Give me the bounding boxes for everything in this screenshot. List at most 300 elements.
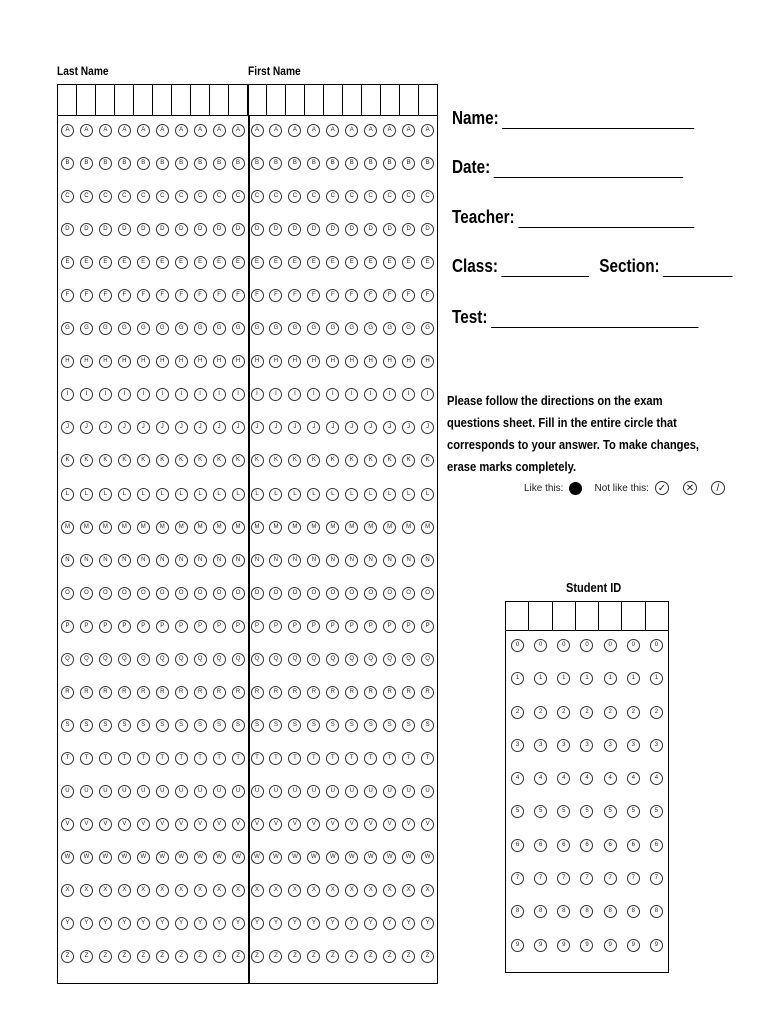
letter-bubble[interactable]: V: [288, 818, 301, 831]
letter-bubble[interactable]: L: [421, 488, 434, 501]
letter-bubble[interactable]: Y: [175, 917, 188, 930]
letter-bubble[interactable]: Z: [383, 950, 396, 963]
letter-bubble[interactable]: O: [326, 587, 339, 600]
letter-bubble[interactable]: F: [364, 289, 377, 302]
name-letter-box[interactable]: [191, 85, 210, 115]
letter-bubble[interactable]: D: [364, 223, 377, 236]
letter-bubble[interactable]: Z: [345, 950, 358, 963]
letter-bubble[interactable]: P: [232, 620, 245, 633]
letter-bubble[interactable]: C: [288, 190, 301, 203]
letter-bubble[interactable]: A: [364, 124, 377, 137]
letter-bubble[interactable]: N: [194, 554, 207, 567]
digit-bubble[interactable]: 4: [604, 772, 617, 785]
letter-bubble[interactable]: F: [269, 289, 282, 302]
letter-bubble[interactable]: D: [307, 223, 320, 236]
letter-bubble[interactable]: P: [80, 620, 93, 633]
digit-bubble[interactable]: 7: [604, 872, 617, 885]
letter-bubble[interactable]: C: [232, 190, 245, 203]
digit-bubble[interactable]: 3: [650, 739, 663, 752]
letter-bubble[interactable]: B: [251, 157, 264, 170]
letter-bubble[interactable]: S: [213, 719, 226, 732]
letter-bubble[interactable]: J: [307, 421, 320, 434]
letter-bubble[interactable]: Y: [194, 917, 207, 930]
letter-bubble[interactable]: Q: [194, 653, 207, 666]
letter-bubble[interactable]: L: [307, 488, 320, 501]
letter-bubble[interactable]: U: [251, 785, 264, 798]
digit-bubble[interactable]: 1: [627, 672, 640, 685]
digit-bubble[interactable]: 1: [580, 672, 593, 685]
letter-bubble[interactable]: W: [118, 851, 131, 864]
letter-bubble[interactable]: S: [326, 719, 339, 732]
digit-bubble[interactable]: 7: [557, 872, 570, 885]
digit-bubble[interactable]: 2: [557, 706, 570, 719]
letter-bubble[interactable]: Y: [137, 917, 150, 930]
letter-bubble[interactable]: O: [251, 587, 264, 600]
letter-bubble[interactable]: W: [307, 851, 320, 864]
letter-bubble[interactable]: H: [156, 355, 169, 368]
letter-bubble[interactable]: Z: [288, 950, 301, 963]
letter-bubble[interactable]: N: [137, 554, 150, 567]
letter-bubble[interactable]: L: [326, 488, 339, 501]
letter-bubble[interactable]: V: [99, 818, 112, 831]
letter-bubble[interactable]: G: [383, 322, 396, 335]
letter-bubble[interactable]: E: [383, 256, 396, 269]
date-line[interactable]: [494, 159, 684, 178]
letter-bubble[interactable]: L: [137, 488, 150, 501]
letter-bubble[interactable]: Q: [99, 653, 112, 666]
letter-bubble[interactable]: V: [213, 818, 226, 831]
letter-bubble[interactable]: J: [288, 421, 301, 434]
letter-bubble[interactable]: W: [326, 851, 339, 864]
letter-bubble[interactable]: Q: [213, 653, 226, 666]
letter-bubble[interactable]: C: [421, 190, 434, 203]
letter-bubble[interactable]: C: [402, 190, 415, 203]
digit-bubble[interactable]: 8: [604, 905, 617, 918]
letter-bubble[interactable]: L: [61, 488, 74, 501]
letter-bubble[interactable]: E: [269, 256, 282, 269]
letter-bubble[interactable]: L: [99, 488, 112, 501]
letter-bubble[interactable]: P: [251, 620, 264, 633]
letter-bubble[interactable]: Z: [269, 950, 282, 963]
letter-bubble[interactable]: G: [402, 322, 415, 335]
digit-bubble[interactable]: 4: [627, 772, 640, 785]
letter-bubble[interactable]: F: [307, 289, 320, 302]
letter-bubble[interactable]: I: [402, 388, 415, 401]
letter-bubble[interactable]: S: [421, 719, 434, 732]
letter-bubble[interactable]: P: [156, 620, 169, 633]
letter-bubble[interactable]: T: [213, 752, 226, 765]
digit-bubble[interactable]: 5: [557, 805, 570, 818]
letter-bubble[interactable]: J: [232, 421, 245, 434]
letter-bubble[interactable]: S: [61, 719, 74, 732]
letter-bubble[interactable]: I: [383, 388, 396, 401]
letter-bubble[interactable]: R: [345, 686, 358, 699]
digit-bubble[interactable]: 0: [627, 639, 640, 652]
letter-bubble[interactable]: P: [364, 620, 377, 633]
student-id-digit-box[interactable]: [576, 602, 599, 630]
letter-bubble[interactable]: S: [383, 719, 396, 732]
letter-bubble[interactable]: D: [61, 223, 74, 236]
letter-bubble[interactable]: B: [307, 157, 320, 170]
letter-bubble[interactable]: K: [288, 454, 301, 467]
letter-bubble[interactable]: E: [251, 256, 264, 269]
letter-bubble[interactable]: M: [345, 521, 358, 534]
letter-bubble[interactable]: R: [383, 686, 396, 699]
letter-bubble[interactable]: W: [232, 851, 245, 864]
letter-bubble[interactable]: S: [307, 719, 320, 732]
digit-bubble[interactable]: 4: [557, 772, 570, 785]
letter-bubble[interactable]: B: [213, 157, 226, 170]
letter-bubble[interactable]: S: [99, 719, 112, 732]
letter-bubble[interactable]: V: [232, 818, 245, 831]
letter-bubble[interactable]: B: [288, 157, 301, 170]
name-letter-box[interactable]: [381, 85, 400, 115]
letter-bubble[interactable]: H: [118, 355, 131, 368]
letter-bubble[interactable]: W: [288, 851, 301, 864]
letter-bubble[interactable]: V: [118, 818, 131, 831]
letter-bubble[interactable]: G: [421, 322, 434, 335]
letter-bubble[interactable]: F: [194, 289, 207, 302]
letter-bubble[interactable]: D: [288, 223, 301, 236]
letter-bubble[interactable]: Y: [364, 917, 377, 930]
letter-bubble[interactable]: W: [251, 851, 264, 864]
letter-bubble[interactable]: E: [364, 256, 377, 269]
letter-bubble[interactable]: I: [269, 388, 282, 401]
digit-bubble[interactable]: 1: [557, 672, 570, 685]
letter-bubble[interactable]: T: [80, 752, 93, 765]
letter-bubble[interactable]: C: [383, 190, 396, 203]
student-id-digit-box[interactable]: [529, 602, 552, 630]
digit-bubble[interactable]: 3: [557, 739, 570, 752]
letter-bubble[interactable]: P: [269, 620, 282, 633]
letter-bubble[interactable]: Q: [137, 653, 150, 666]
letter-bubble[interactable]: H: [137, 355, 150, 368]
digit-bubble[interactable]: 5: [534, 805, 547, 818]
letter-bubble[interactable]: G: [156, 322, 169, 335]
letter-bubble[interactable]: K: [251, 454, 264, 467]
letter-bubble[interactable]: V: [194, 818, 207, 831]
letter-bubble[interactable]: A: [326, 124, 339, 137]
digit-bubble[interactable]: 0: [650, 639, 663, 652]
digit-bubble[interactable]: 3: [604, 739, 617, 752]
letter-bubble[interactable]: A: [269, 124, 282, 137]
letter-bubble[interactable]: U: [402, 785, 415, 798]
letter-bubble[interactable]: Y: [156, 917, 169, 930]
letter-bubble[interactable]: G: [288, 322, 301, 335]
letter-bubble[interactable]: M: [251, 521, 264, 534]
letter-bubble[interactable]: F: [326, 289, 339, 302]
digit-bubble[interactable]: 8: [511, 905, 524, 918]
letter-bubble[interactable]: G: [80, 322, 93, 335]
letter-bubble[interactable]: D: [232, 223, 245, 236]
letter-bubble[interactable]: F: [99, 289, 112, 302]
letter-bubble[interactable]: Y: [421, 917, 434, 930]
letter-bubble[interactable]: O: [383, 587, 396, 600]
letter-bubble[interactable]: B: [402, 157, 415, 170]
letter-bubble[interactable]: K: [61, 454, 74, 467]
letter-bubble[interactable]: V: [307, 818, 320, 831]
letter-bubble[interactable]: M: [156, 521, 169, 534]
letter-bubble[interactable]: P: [288, 620, 301, 633]
letter-bubble[interactable]: Q: [80, 653, 93, 666]
letter-bubble[interactable]: S: [288, 719, 301, 732]
name-letter-box[interactable]: [115, 85, 134, 115]
digit-bubble[interactable]: 3: [534, 739, 547, 752]
letter-bubble[interactable]: A: [61, 124, 74, 137]
letter-bubble[interactable]: B: [137, 157, 150, 170]
digit-bubble[interactable]: 6: [627, 839, 640, 852]
letter-bubble[interactable]: Z: [194, 950, 207, 963]
letter-bubble[interactable]: Z: [80, 950, 93, 963]
letter-bubble[interactable]: Y: [383, 917, 396, 930]
letter-bubble[interactable]: T: [421, 752, 434, 765]
letter-bubble[interactable]: E: [137, 256, 150, 269]
letter-bubble[interactable]: N: [80, 554, 93, 567]
letter-bubble[interactable]: N: [269, 554, 282, 567]
letter-bubble[interactable]: I: [251, 388, 264, 401]
letter-bubble[interactable]: D: [80, 223, 93, 236]
name-line[interactable]: [502, 110, 694, 129]
letter-bubble[interactable]: Z: [99, 950, 112, 963]
letter-bubble[interactable]: F: [402, 289, 415, 302]
letter-bubble[interactable]: M: [364, 521, 377, 534]
letter-bubble[interactable]: N: [402, 554, 415, 567]
letter-bubble[interactable]: R: [118, 686, 131, 699]
letter-bubble[interactable]: M: [175, 521, 188, 534]
letter-bubble[interactable]: O: [213, 587, 226, 600]
letter-bubble[interactable]: S: [137, 719, 150, 732]
letter-bubble[interactable]: L: [402, 488, 415, 501]
letter-bubble[interactable]: Z: [175, 950, 188, 963]
letter-bubble[interactable]: Z: [61, 950, 74, 963]
letter-bubble[interactable]: V: [345, 818, 358, 831]
letter-bubble[interactable]: V: [364, 818, 377, 831]
letter-bubble[interactable]: T: [156, 752, 169, 765]
letter-bubble[interactable]: J: [80, 421, 93, 434]
name-letter-box[interactable]: [134, 85, 153, 115]
letter-bubble[interactable]: Q: [288, 653, 301, 666]
letter-bubble[interactable]: N: [307, 554, 320, 567]
letter-bubble[interactable]: L: [288, 488, 301, 501]
letter-bubble[interactable]: N: [345, 554, 358, 567]
letter-bubble[interactable]: N: [99, 554, 112, 567]
letter-bubble[interactable]: U: [269, 785, 282, 798]
letter-bubble[interactable]: R: [402, 686, 415, 699]
letter-bubble[interactable]: I: [307, 388, 320, 401]
letter-bubble[interactable]: V: [175, 818, 188, 831]
letter-bubble[interactable]: I: [232, 388, 245, 401]
letter-bubble[interactable]: X: [421, 884, 434, 897]
digit-bubble[interactable]: 2: [627, 706, 640, 719]
letter-bubble[interactable]: K: [307, 454, 320, 467]
letter-bubble[interactable]: G: [194, 322, 207, 335]
letter-bubble[interactable]: H: [326, 355, 339, 368]
letter-bubble[interactable]: X: [194, 884, 207, 897]
letter-bubble[interactable]: I: [99, 388, 112, 401]
name-letter-box[interactable]: [400, 85, 419, 115]
letter-bubble[interactable]: Y: [307, 917, 320, 930]
digit-bubble[interactable]: 3: [511, 739, 524, 752]
digit-bubble[interactable]: 5: [604, 805, 617, 818]
letter-bubble[interactable]: R: [269, 686, 282, 699]
letter-bubble[interactable]: D: [213, 223, 226, 236]
letter-bubble[interactable]: P: [213, 620, 226, 633]
letter-bubble[interactable]: B: [99, 157, 112, 170]
letter-bubble[interactable]: A: [232, 124, 245, 137]
letter-bubble[interactable]: B: [326, 157, 339, 170]
letter-bubble[interactable]: H: [288, 355, 301, 368]
letter-bubble[interactable]: F: [175, 289, 188, 302]
letter-bubble[interactable]: Q: [175, 653, 188, 666]
letter-bubble[interactable]: Y: [99, 917, 112, 930]
letter-bubble[interactable]: C: [61, 190, 74, 203]
letter-bubble[interactable]: V: [156, 818, 169, 831]
letter-bubble[interactable]: W: [364, 851, 377, 864]
letter-bubble[interactable]: H: [307, 355, 320, 368]
letter-bubble[interactable]: P: [326, 620, 339, 633]
digit-bubble[interactable]: 9: [627, 939, 640, 952]
letter-bubble[interactable]: F: [118, 289, 131, 302]
letter-bubble[interactable]: Y: [402, 917, 415, 930]
letter-bubble[interactable]: Y: [118, 917, 131, 930]
digit-bubble[interactable]: 5: [580, 805, 593, 818]
name-letter-box[interactable]: [58, 85, 77, 115]
letter-bubble[interactable]: P: [175, 620, 188, 633]
letter-bubble[interactable]: J: [213, 421, 226, 434]
letter-bubble[interactable]: X: [137, 884, 150, 897]
letter-bubble[interactable]: T: [288, 752, 301, 765]
letter-bubble[interactable]: W: [402, 851, 415, 864]
test-field[interactable]: [452, 307, 699, 328]
letter-bubble[interactable]: N: [288, 554, 301, 567]
letter-bubble[interactable]: R: [364, 686, 377, 699]
digit-bubble[interactable]: 2: [580, 706, 593, 719]
letter-bubble[interactable]: G: [307, 322, 320, 335]
letter-bubble[interactable]: Z: [402, 950, 415, 963]
letter-bubble[interactable]: L: [345, 488, 358, 501]
letter-bubble[interactable]: T: [175, 752, 188, 765]
letter-bubble[interactable]: R: [213, 686, 226, 699]
letter-bubble[interactable]: V: [269, 818, 282, 831]
letter-bubble[interactable]: K: [421, 454, 434, 467]
letter-bubble[interactable]: Q: [269, 653, 282, 666]
letter-bubble[interactable]: P: [194, 620, 207, 633]
digit-bubble[interactable]: 9: [604, 939, 617, 952]
letter-bubble[interactable]: D: [402, 223, 415, 236]
letter-bubble[interactable]: P: [421, 620, 434, 633]
letter-bubble[interactable]: I: [80, 388, 93, 401]
letter-bubble[interactable]: R: [137, 686, 150, 699]
letter-bubble[interactable]: K: [118, 454, 131, 467]
letter-bubble[interactable]: T: [345, 752, 358, 765]
letter-bubble[interactable]: R: [421, 686, 434, 699]
letter-bubble[interactable]: U: [80, 785, 93, 798]
letter-bubble[interactable]: N: [232, 554, 245, 567]
letter-bubble[interactable]: S: [175, 719, 188, 732]
letter-bubble[interactable]: I: [213, 388, 226, 401]
letter-bubble[interactable]: L: [80, 488, 93, 501]
letter-bubble[interactable]: K: [402, 454, 415, 467]
letter-bubble[interactable]: Y: [345, 917, 358, 930]
letter-bubble[interactable]: W: [345, 851, 358, 864]
student-id-digit-box[interactable]: [506, 602, 529, 630]
letter-bubble[interactable]: N: [175, 554, 188, 567]
letter-bubble[interactable]: D: [421, 223, 434, 236]
letter-bubble[interactable]: I: [364, 388, 377, 401]
letter-bubble[interactable]: F: [80, 289, 93, 302]
letter-bubble[interactable]: N: [61, 554, 74, 567]
letter-bubble[interactable]: X: [61, 884, 74, 897]
letter-bubble[interactable]: A: [288, 124, 301, 137]
letter-bubble[interactable]: M: [421, 521, 434, 534]
letter-bubble[interactable]: C: [251, 190, 264, 203]
letter-bubble[interactable]: W: [137, 851, 150, 864]
letter-bubble[interactable]: H: [364, 355, 377, 368]
letter-bubble[interactable]: P: [307, 620, 320, 633]
letter-bubble[interactable]: E: [288, 256, 301, 269]
letter-bubble[interactable]: F: [421, 289, 434, 302]
letter-bubble[interactable]: O: [61, 587, 74, 600]
digit-bubble[interactable]: 8: [627, 905, 640, 918]
letter-bubble[interactable]: B: [61, 157, 74, 170]
letter-bubble[interactable]: Z: [364, 950, 377, 963]
letter-bubble[interactable]: F: [137, 289, 150, 302]
letter-bubble[interactable]: L: [213, 488, 226, 501]
name-letter-box[interactable]: [419, 85, 437, 115]
digit-bubble[interactable]: 4: [580, 772, 593, 785]
digit-bubble[interactable]: 1: [511, 672, 524, 685]
letter-bubble[interactable]: I: [421, 388, 434, 401]
digit-bubble[interactable]: 5: [511, 805, 524, 818]
letter-bubble[interactable]: N: [156, 554, 169, 567]
letter-bubble[interactable]: Z: [156, 950, 169, 963]
letter-bubble[interactable]: C: [118, 190, 131, 203]
letter-bubble[interactable]: M: [232, 521, 245, 534]
letter-bubble[interactable]: C: [80, 190, 93, 203]
letter-bubble[interactable]: U: [213, 785, 226, 798]
letter-bubble[interactable]: X: [364, 884, 377, 897]
letter-bubble[interactable]: U: [232, 785, 245, 798]
letter-bubble[interactable]: D: [269, 223, 282, 236]
letter-bubble[interactable]: G: [137, 322, 150, 335]
name-letter-box[interactable]: [229, 85, 249, 115]
letter-bubble[interactable]: U: [61, 785, 74, 798]
digit-bubble[interactable]: 6: [650, 839, 663, 852]
letter-bubble[interactable]: K: [194, 454, 207, 467]
letter-bubble[interactable]: H: [251, 355, 264, 368]
letter-bubble[interactable]: M: [326, 521, 339, 534]
letter-bubble[interactable]: C: [307, 190, 320, 203]
test-line[interactable]: [491, 309, 699, 328]
letter-bubble[interactable]: Q: [61, 653, 74, 666]
digit-bubble[interactable]: 0: [580, 639, 593, 652]
name-field[interactable]: [452, 108, 694, 129]
letter-bubble[interactable]: T: [383, 752, 396, 765]
letter-bubble[interactable]: P: [137, 620, 150, 633]
letter-bubble[interactable]: A: [194, 124, 207, 137]
letter-bubble[interactable]: Q: [345, 653, 358, 666]
letter-bubble[interactable]: J: [345, 421, 358, 434]
letter-bubble[interactable]: F: [61, 289, 74, 302]
letter-bubble[interactable]: Q: [326, 653, 339, 666]
letter-bubble[interactable]: S: [194, 719, 207, 732]
letter-bubble[interactable]: A: [307, 124, 320, 137]
letter-bubble[interactable]: Z: [232, 950, 245, 963]
letter-bubble[interactable]: X: [345, 884, 358, 897]
letter-bubble[interactable]: S: [364, 719, 377, 732]
letter-bubble[interactable]: D: [175, 223, 188, 236]
student-id-digit-box[interactable]: [553, 602, 576, 630]
